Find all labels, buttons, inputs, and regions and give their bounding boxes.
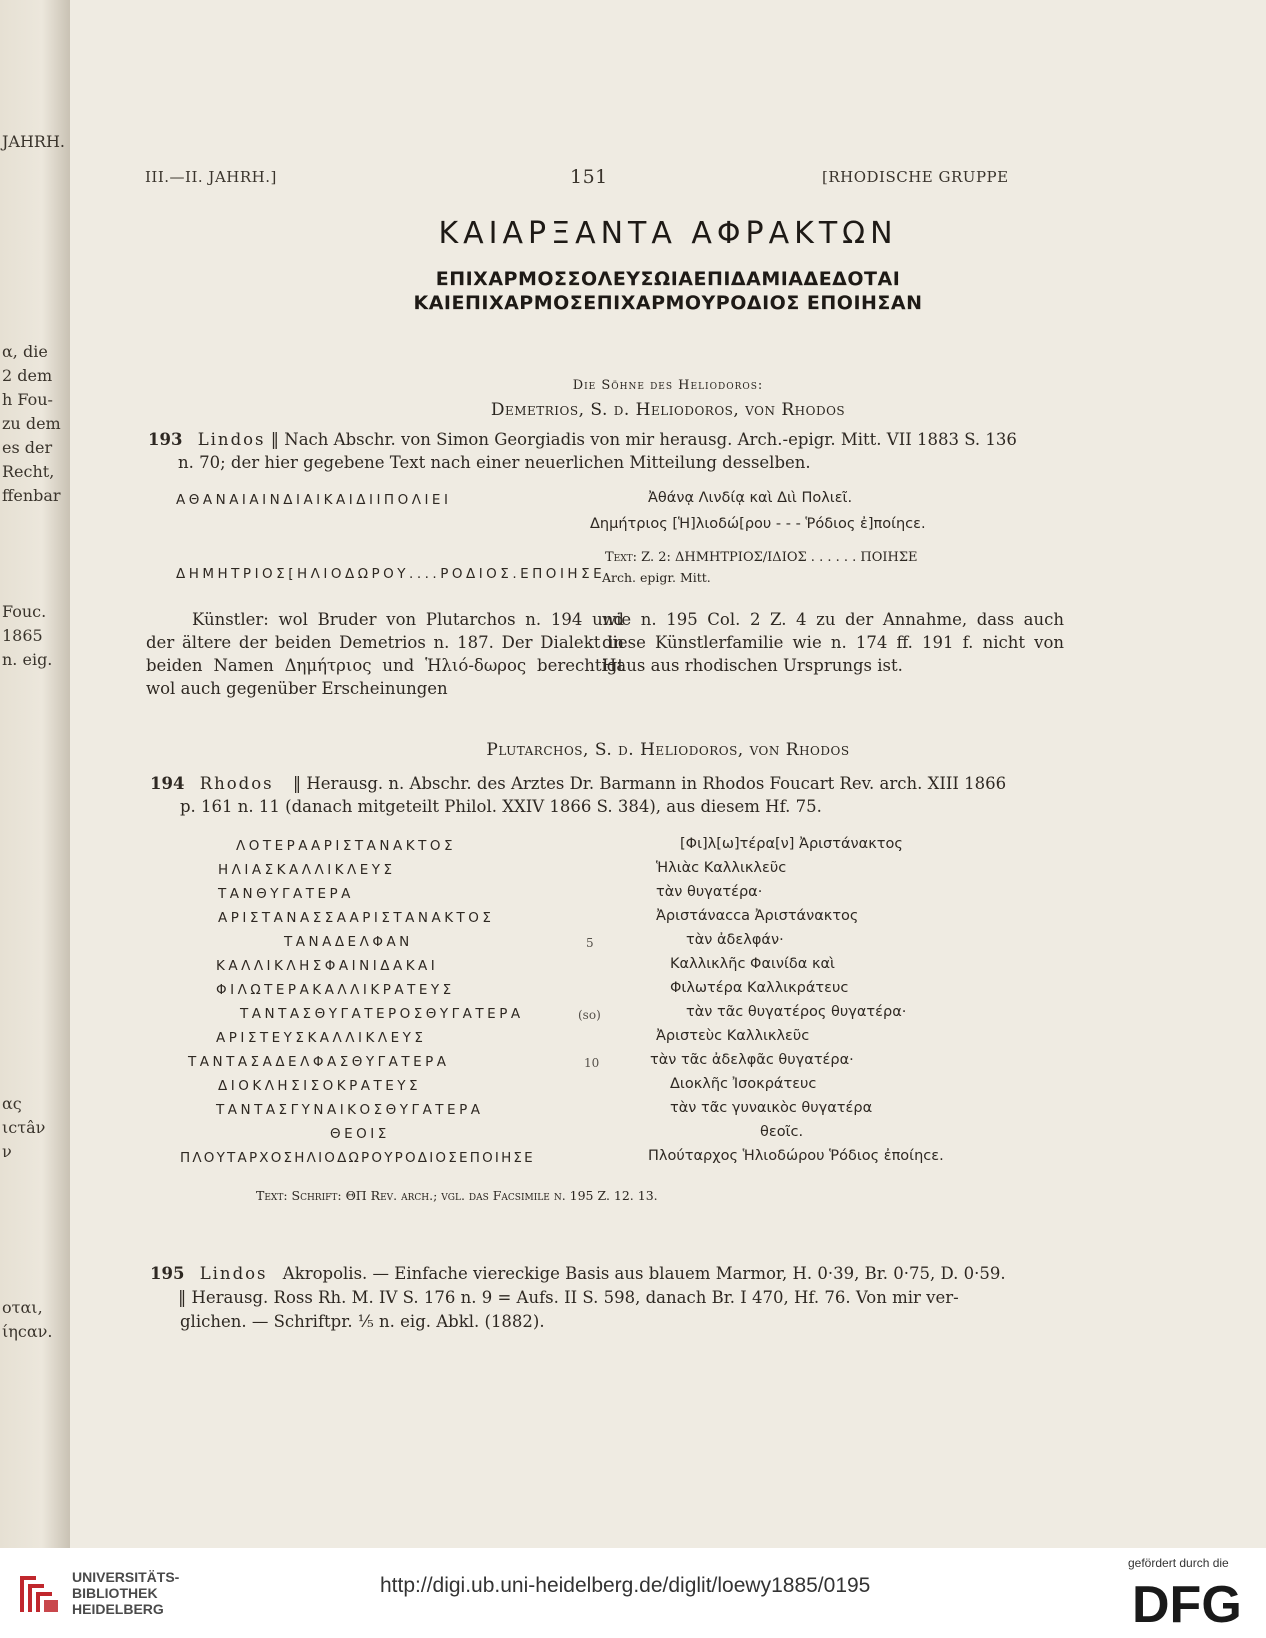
- inscription-caps-line: ΚΑΛΛΙΚΛΗΣΦΑΙΝΙΔΑΚΑΙ: [216, 958, 439, 974]
- left-page-fragment: ίηcαν.: [2, 1322, 53, 1341]
- left-page-fragment: Recht,: [2, 462, 55, 481]
- entry-text: n. 70; der hier gegebene Text nach einer neuerlichen Mitteilung desselben.: [178, 453, 811, 472]
- text-note: Text: Z. 2: ΔΗΜΗΤΡΙΟΣ/ΙΔΙΟΣ . . . . . . ΠΟΙΗΣΕ: [605, 550, 918, 565]
- line-number: (so): [578, 1008, 601, 1022]
- entry-number: 195: [150, 1264, 185, 1283]
- section-title: Die Söhne des Heliodoros:: [572, 378, 764, 393]
- transcription-line: θεοῖc.: [760, 1124, 804, 1140]
- inscription-line: ΚΑΙΑΡΞΑΝΤΑ ΑΦΡΑΚΤΩΝ: [438, 216, 898, 251]
- left-page-fragment: n. eig.: [2, 650, 53, 669]
- transcription-line: Ἡλιὰc Καλλικλεῦc: [656, 860, 787, 876]
- inscription-caps-line: ΤΑΝΤΑΣΘΥΓΑΤΕΡΟΣΘΥΓΑΤΕΡΑ: [240, 1006, 524, 1022]
- transcription-line: τὰν θυγατέρα·: [656, 884, 763, 900]
- commentary-left: Künstler: wol Bruder von Plutarchos n. 194 und der ältere der beiden Demetrios n. 187. Der Dialekt in beiden Namen Δημήτριος und Ἡλιό-δωρος berechtigt wol auch gegenüber Erscheinungen: [146, 610, 624, 698]
- entry-line: [148, 428, 1017, 451]
- transcription-line: Ἀθάνᾳ Λινδίᾳ καὶ Διὶ Πολιεῖ.: [648, 490, 853, 506]
- entry-place: Lindos: [197, 430, 266, 449]
- left-page-strip: [0, 0, 70, 1548]
- transcription-line: τὰν τᾶc γυναικὸc θυγατέρα: [670, 1100, 873, 1116]
- entry-heading: Plutarchos, S. d. Heliodoros, von Rhodos: [486, 740, 850, 760]
- transcription-line: [Φι]λ[ω]τέρα[ν] Ἀριστάνακτος: [680, 836, 903, 852]
- library-name: UNIVERSITÄTS- BIBLIOTHEK HEIDELBERG: [72, 1569, 180, 1617]
- permalink-url[interactable]: http://digi.ub.uni-heidelberg.de/diglit/loewy1885/0195: [380, 1574, 871, 1597]
- text-note-source: Arch. epigr. Mitt.: [602, 570, 711, 585]
- inscription-caps-line: ΑΘΑΝΑΙΑΙΝΔΙΑΙΚΑΙΔΙΙΠΟΛΙΕΙ: [176, 492, 452, 508]
- entry-text: Akropolis. — Einfache viereckige Basis aus blauem Marmor, H. 0·39, Br. 0·75, D. 0·59.: [282, 1264, 1006, 1283]
- left-page-fragment: ffenbar: [2, 486, 61, 505]
- dfg-logo-icon: [1130, 1574, 1250, 1630]
- line-number: 5: [586, 936, 594, 950]
- transcription-line: Δημήτριος [Ἡ]λιοδώ[ρου - - - Ῥόδιος ἐ]ποίηcε.: [590, 516, 926, 532]
- entry-place: Rhodos: [199, 774, 274, 793]
- transcription-line: Πλούταρχος Ἡλιοδώρου Ῥόδιος ἐποίηcε.: [648, 1148, 944, 1164]
- left-page-fragment: es der: [2, 438, 53, 457]
- transcription-line: Ἀριστάναcca Ἀριστάνακτος: [656, 908, 859, 924]
- inscription-line: ΚΑΙΕΠΙΧΑΡΜΟΣΕΠΙΧΑΡΜΟΥΡΟΔΙΟΣ ΕΠΟΙΗΣΑΝ: [413, 292, 923, 314]
- running-header-left: III.—II. JAHRH.]: [145, 168, 277, 186]
- inscription-caps-line: ΘΕΟΙΣ: [330, 1126, 390, 1142]
- inscription-caps-line: ΤΑΝΤΑΣΓΥΝΑΙΚΟΣΘΥΓΑΤΕΡΑ: [216, 1102, 484, 1118]
- transcription-line: Καλλικλῆc Φαινίδα καὶ: [670, 956, 835, 972]
- inscription-caps-line: ΦΙΛΩΤΕΡΑΚΑΛΛΙΚΡΑΤΕΥΣ: [216, 982, 455, 998]
- transcription-line: Φιλωτέρα Καλλικράτευc: [670, 980, 849, 996]
- text-note: Text: Schrift: ΘΠ Rev. arch.; vgl. das Facsimile n. 195 Z. 12. 13.: [256, 1188, 658, 1203]
- entry-line: [150, 1262, 1006, 1285]
- left-page-fragment: zu dem: [2, 414, 61, 433]
- transcription-line: Διοκλῆc Ἰσοκράτευc: [670, 1076, 817, 1092]
- transcription-line: Ἀριστεὺc Καλλικλεῦc: [656, 1028, 810, 1044]
- left-page-fragment: ν: [2, 1142, 12, 1161]
- entry-heading: Demetrios, S. d. Heliodoros, von Rhodos: [490, 400, 846, 420]
- entry-number: 194: [150, 774, 185, 793]
- inscription-caps-line: ΗΛΙΑΣΚΑΛΛΙΚΛΕΥΣ: [218, 862, 396, 878]
- viewer-footer: [0, 1548, 1266, 1638]
- entry-text: ‖ Nach Abschr. von Simon Georgiadis von mir herausg. Arch.-epigr. Mitt. VII 1883 S. 136: [270, 430, 1017, 449]
- line-number: 10: [584, 1056, 600, 1070]
- inscription-caps-line: ΤΑΝΘΥΓΑΤΕΡΑ: [218, 886, 354, 902]
- left-page-fragment: JAHRH.: [2, 132, 66, 151]
- funded-by-label: gefördert durch die: [1128, 1556, 1229, 1570]
- inscription-caps-line: ΠΛΟΥΤΑΡΧΟΣΗΛΙΟΔΩΡΟΥΡΟΔΙΟΣΕΠΟΙΗΣΕ: [180, 1150, 535, 1166]
- left-page-fragment: α, die: [2, 342, 48, 361]
- svg-text:DFG: DFG: [1132, 1576, 1242, 1630]
- commentary-right: wie n. 195 Col. 2 Z. 4 zu der Annahme, dass auch diese Künstlerfamilie wie n. 174 ff. 191 f. nicht von Haus aus rhodischen Ursprungs ist.: [602, 610, 1064, 675]
- entry-number: 193: [148, 430, 183, 449]
- left-page-fragment: 1865: [2, 626, 43, 645]
- entry-text: glichen. — Schriftpr. ⅕ n. eig. Abkl. (1882).: [180, 1312, 545, 1331]
- inscription-caps-line: ΤΑΝΤΑΣΑΔΕΛΦΑΣΘΥΓΑΤΕΡΑ: [188, 1054, 450, 1070]
- entry-text: ‖ Herausg. Ross Rh. M. IV S. 176 n. 9 = Aufs. II S. 598, danach Br. I 470, Hf. 76. Von mir ver-: [178, 1288, 959, 1307]
- inscription-caps-line: ΤΑΝΑΔΕΛΦΑΝ: [284, 934, 413, 950]
- left-page-fragment: h Fou-: [2, 390, 53, 409]
- left-page-fragment: 2 dem: [2, 366, 53, 385]
- inscription-line: ΕΠΙΧΑΡΜΟΣΣΟΛΕΥΣΩΙΑΕΠΙΔΑΜΙΑΔΕΔΟΤΑΙ: [435, 268, 901, 290]
- inscription-caps-line: ΔΗΜΗΤΡΙΟΣ[ΗΛΙΟΔΩΡΟΥ....ΡΟΔΙΟΣ.ΕΠΟΙΗΣΕ: [176, 566, 606, 582]
- transcription-line: τὰν ἀδελφάν·: [686, 932, 784, 948]
- inscription-caps-line: ΛΟΤΕΡΑΑΡΙΣΤΑΝΑΚΤΟΣ: [236, 838, 456, 854]
- page-number: 151: [570, 166, 608, 188]
- left-page-fragment: οται,: [2, 1298, 43, 1317]
- left-page-fragment: ιcτâν: [2, 1118, 46, 1137]
- entry-line: [150, 772, 1006, 795]
- left-page-fragment: ας: [2, 1094, 22, 1113]
- university-library-logo-icon: [14, 1570, 62, 1618]
- left-page-fragment: Fouc.: [2, 602, 47, 621]
- entry-text: p. 161 n. 11 (danach mitgeteilt Philol. XXIV 1866 S. 384), aus diesem Hf. 75.: [180, 797, 822, 816]
- transcription-line: τὰν τᾶc ἀδελφᾶc θυγατέρα·: [650, 1052, 854, 1068]
- book-page: [70, 0, 1266, 1548]
- entry-place: Lindos: [199, 1264, 268, 1283]
- inscription-caps-line: ΔΙΟΚΛΗΣΙΣΟΚΡΑΤΕΥΣ: [218, 1078, 422, 1094]
- running-header-right: [RHODISCHE GRUPPE: [822, 168, 1009, 186]
- transcription-line: τὰν τᾶc θυγατέρος θυγατέρα·: [686, 1004, 907, 1020]
- inscription-caps-line: ΑΡΙΣΤΑΝΑΣΣΑΑΡΙΣΤΑΝΑΚΤΟΣ: [218, 910, 495, 926]
- inscription-caps-line: ΑΡΙΣΤΕΥΣΚΑΛΛΙΚΛΕΥΣ: [216, 1030, 427, 1046]
- entry-text: ‖ Herausg. n. Abschr. des Arztes Dr. Barmann in Rhodos Foucart Rev. arch. XIII 1866: [292, 774, 1007, 793]
